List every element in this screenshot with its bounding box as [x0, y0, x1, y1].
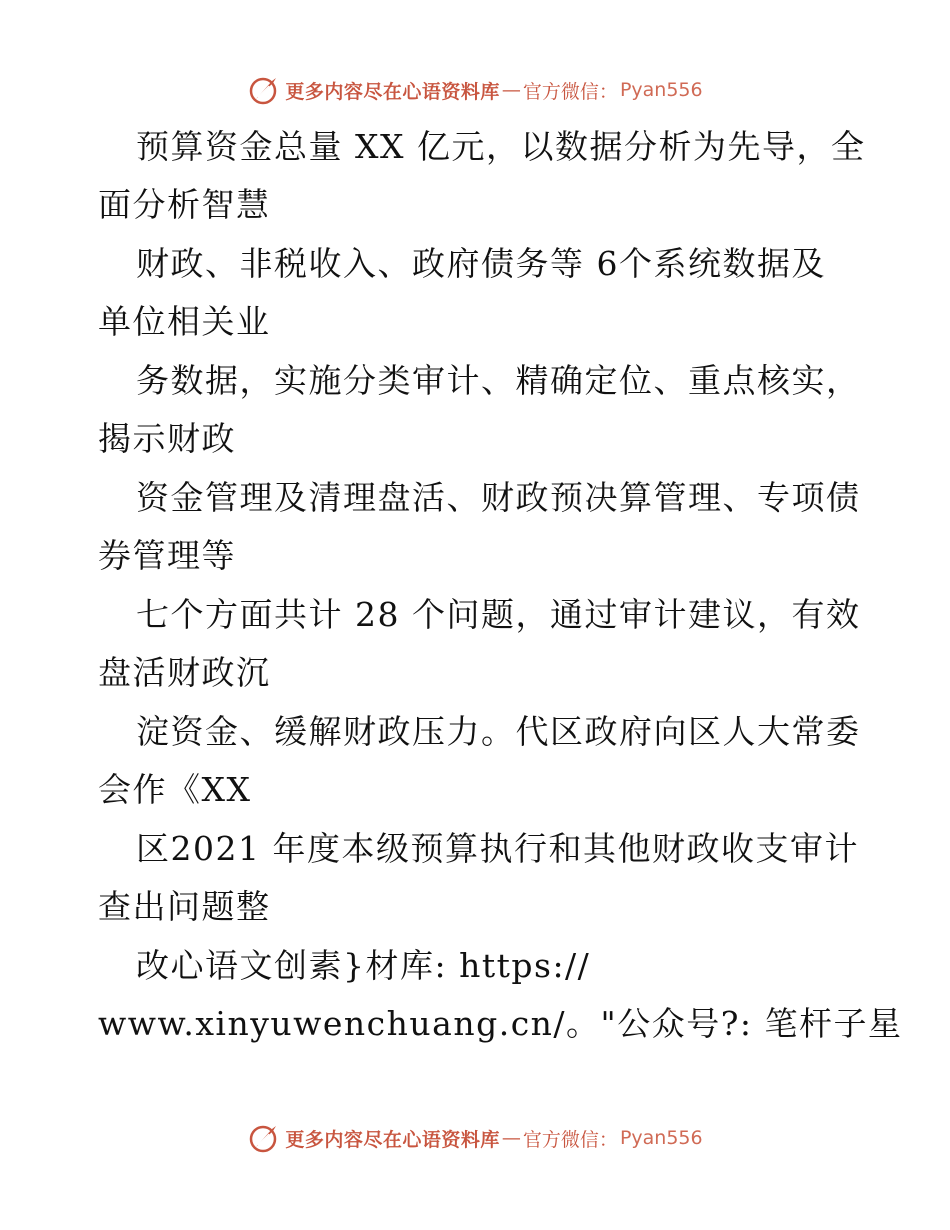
body-line: 揭示财政 — [98, 419, 236, 458]
body-line: 面分析智慧 — [98, 185, 271, 224]
body-line: 券管理等 — [98, 536, 236, 575]
footer-separator: — — [501, 1127, 521, 1149]
quill-pen-logo-icon — [247, 73, 281, 107]
quill-pen-logo-icon — [247, 1121, 281, 1155]
body-line: 盘活财政沉 — [98, 653, 271, 692]
footer-wechat-id: Pyan556 — [619, 1127, 703, 1149]
body-line: 淀资金、缓解财政压力。代区政府向区人大常委 — [136, 712, 861, 751]
footer-brand-text: 更多内容尽在心语资料库 — [285, 1128, 500, 1151]
body-line: 财政、非税收入、政府债务等 6个系统数据及 — [136, 244, 826, 283]
body-line: 改心语文创素}材库: https:// — [136, 946, 591, 985]
body-line: 七个方面共计 28 个问题，通过审计建议，有效 — [136, 595, 861, 634]
body-line: 预算资金总量 XX 亿元，以数据分析为先导，全 — [136, 127, 866, 166]
header-brand-text: 更多内容尽在心语资料库 — [285, 80, 500, 103]
body-line: 区2021 年度本级预算执行和其他财政收支审计 — [136, 829, 859, 868]
body-line: 会作《XX — [98, 770, 252, 809]
body-line: 单位相关业 — [98, 302, 271, 341]
footer-watermark-banner — [0, 1118, 950, 1158]
body-line: 查出问题整 — [98, 887, 271, 926]
header-watermark-banner — [0, 70, 950, 110]
footer-wechat-label: 官方微信： — [522, 1128, 618, 1151]
body-line: 资金管理及清理盘活、财政预决算管理、专项债 — [136, 478, 861, 517]
header-separator: — — [501, 79, 521, 101]
body-line: www.xinyuwenchuang.cn/。"公众号?: 笔杆子星 — [98, 1004, 903, 1043]
header-wechat-id: Pyan556 — [619, 79, 703, 101]
header-wechat-label: 官方微信： — [522, 80, 618, 103]
body-line: 务数据，实施分类审计、精确定位、重点核实， — [136, 361, 861, 400]
